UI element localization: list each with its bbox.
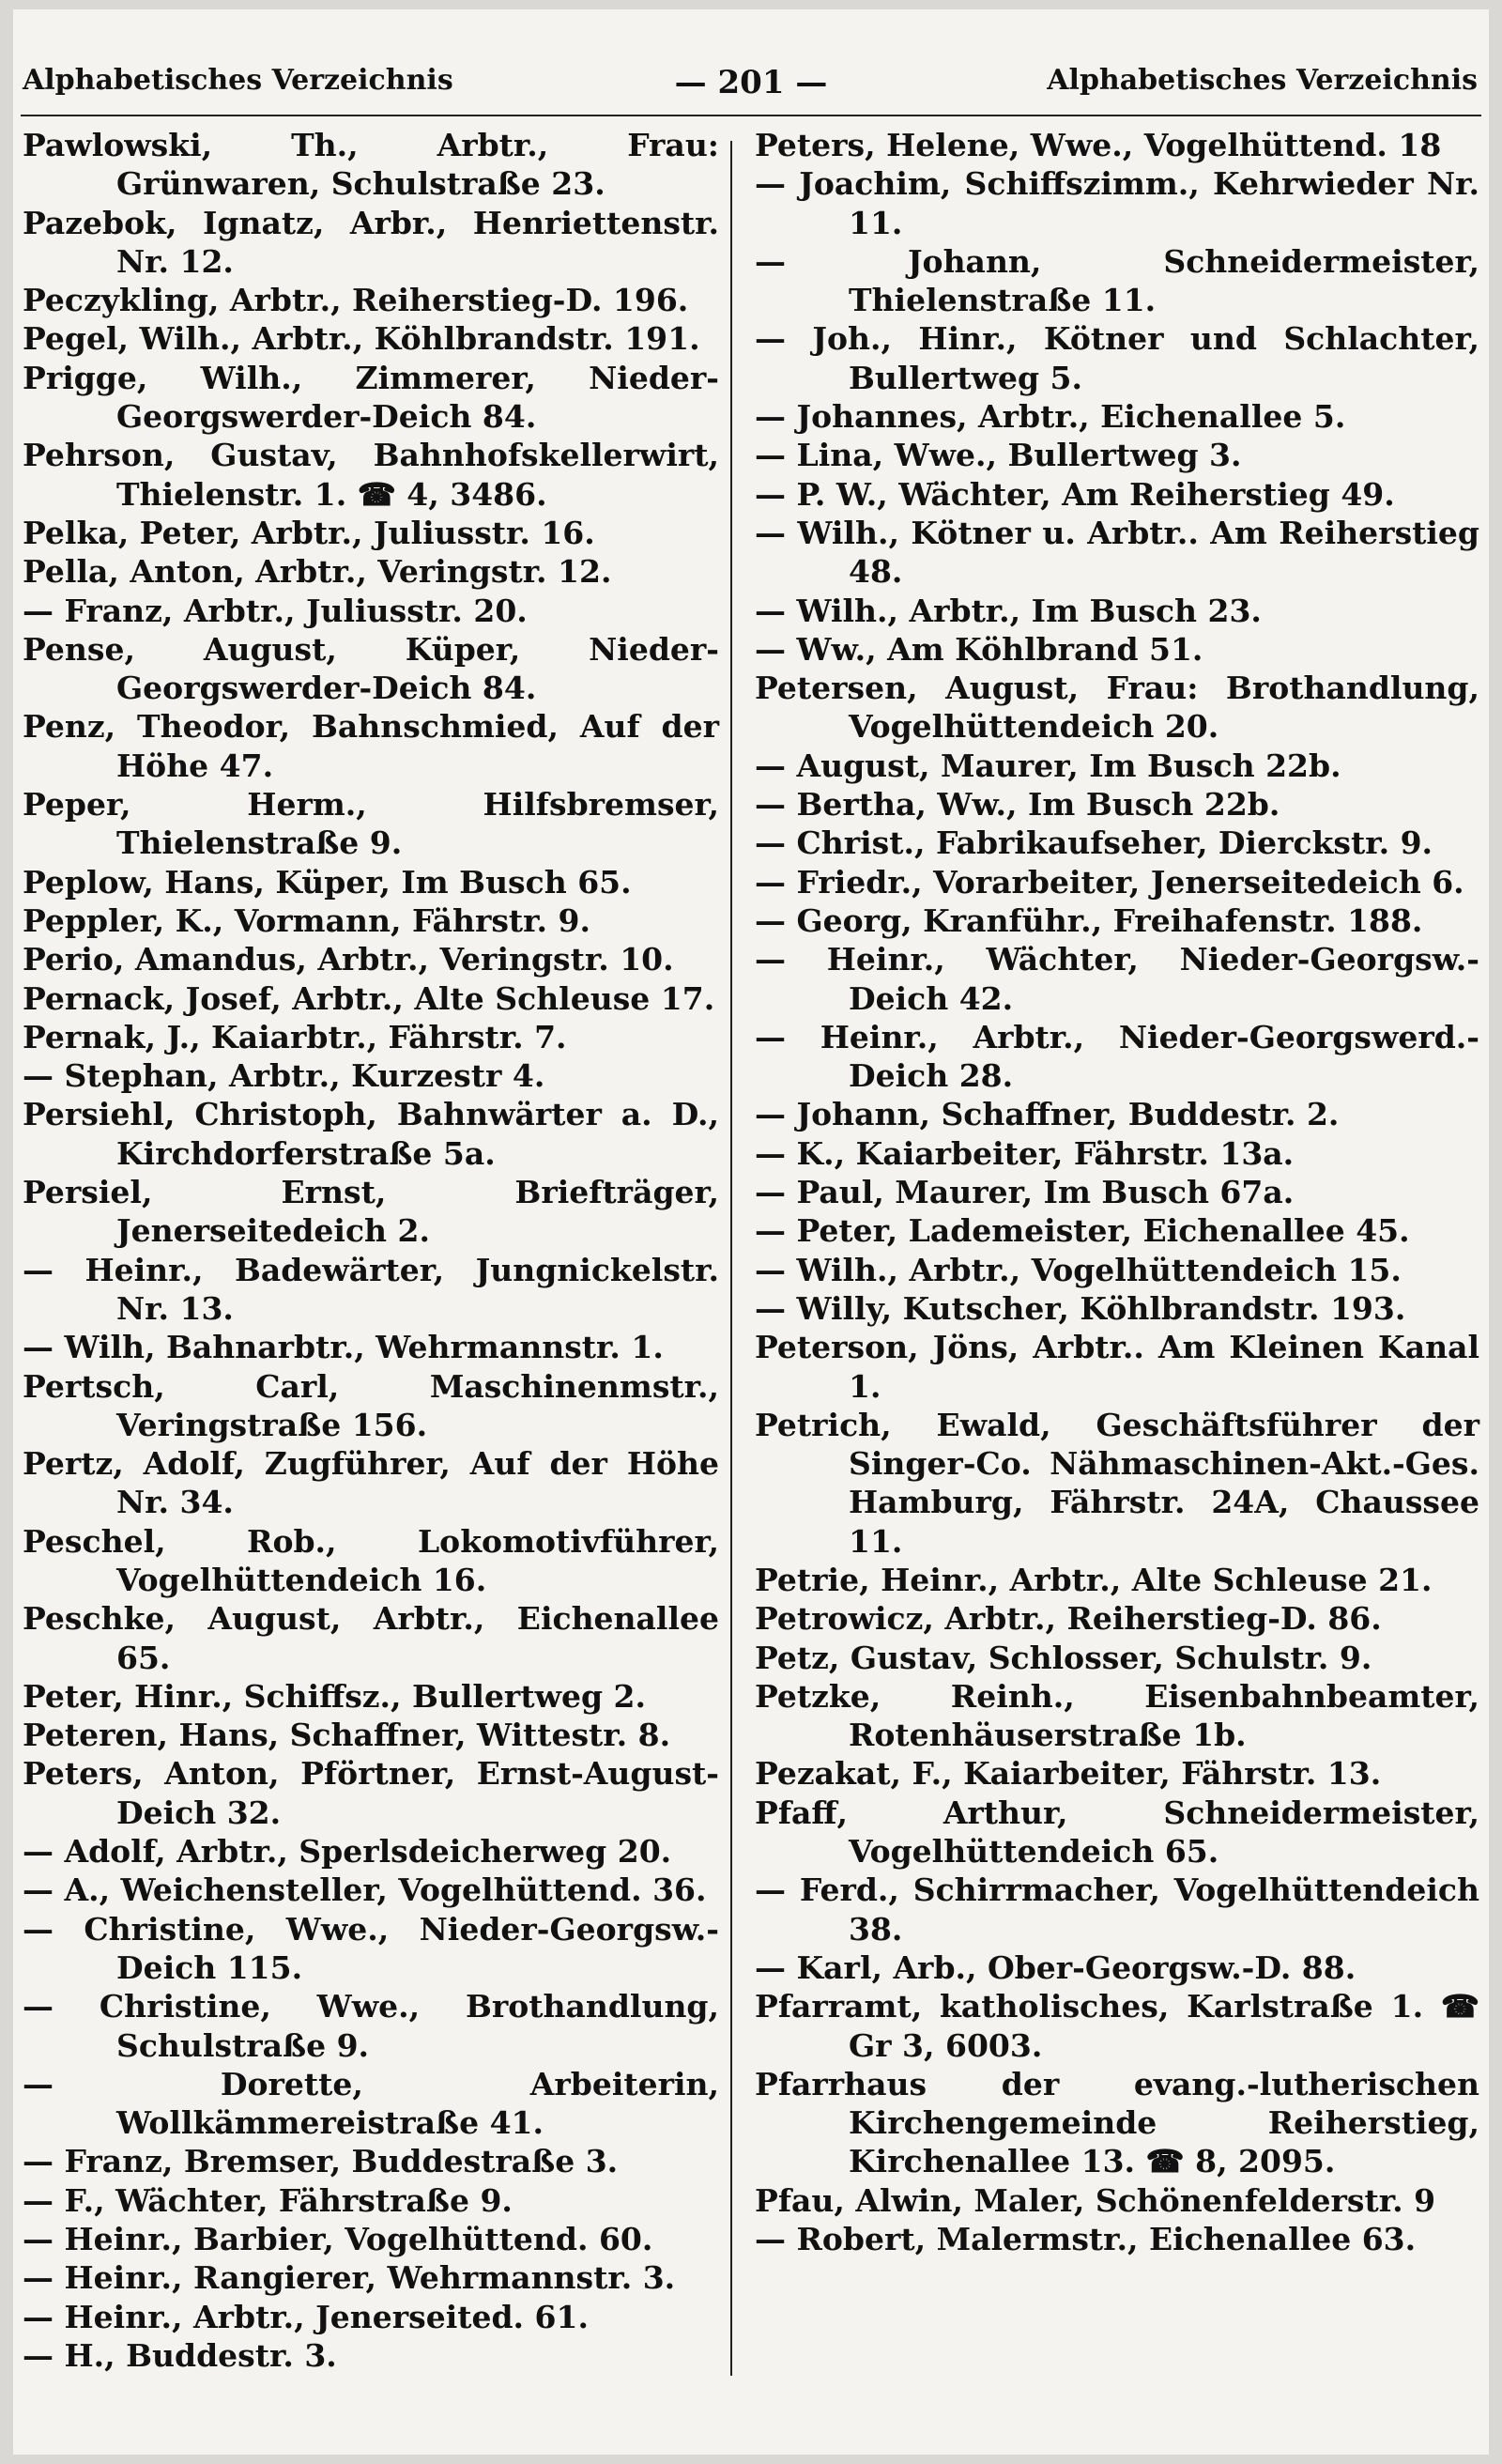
list-item: — Georg, Kranführ., Freihafenstr. 188.	[755, 901, 1423, 939]
list-item: — Heinr., Barbier, Vogelhüttend. 60.	[23, 2221, 653, 2258]
list-item: Perio, Amandus, Arbtr., Veringstr. 10.	[23, 941, 674, 978]
list-item: — Heinr., Arbtr., Nieder-Georgswerd.-Deich 28.	[755, 1018, 1479, 1095]
list-item: — Franz, Arbtr., Juliusstr. 20.	[23, 592, 528, 629]
list-item: Peschke, August, Arbtr., Eichenallee 65.	[23, 1600, 719, 1676]
list-item: Pfau, Alwin, Maler, Schönenfelderstr. 9	[755, 2181, 1436, 2219]
list-item: — Ww., Am Köhlbrand 51.	[755, 630, 1203, 668]
list-item: — Paul, Maurer, Im Busch 67a.	[755, 1174, 1295, 1211]
list-item: Peczykling, Arbtr., Reiherstieg-D. 196.	[23, 282, 689, 319]
list-item: — Joh., Hinr., Kötner und Schlachter, Bullertweg 5.	[755, 320, 1479, 396]
list-item: — Dorette, Arbeiterin, Wollkämmereistraße 41.	[23, 2065, 719, 2142]
page-number: — 201 —	[674, 64, 828, 101]
list-item: Petrowicz, Arbtr., Reiherstieg-D. 86.	[755, 1600, 1382, 1638]
list-item: Peschel, Rob., Lokomotivführer, Vogelhüttendeich 16.	[23, 1522, 719, 1598]
list-item: Pertz, Adolf, Zugführer, Auf der Höhe Nr. 34.	[23, 1445, 719, 1521]
list-item: — P. W., Wächter, Am Reiherstieg 49.	[755, 475, 1395, 513]
list-item: — Johannes, Arbtr., Eichenallee 5.	[755, 398, 1346, 436]
list-item: Peter, Hinr., Schiffsz., Bullertweg 2.	[23, 1677, 646, 1715]
list-item: Petzke, Reinh., Eisenbahnbeamter, Rotenhäuserstraße 1b.	[755, 1677, 1479, 1754]
list-item: Petersen, August, Frau: Brothandlung, Vogelhüttendeich 20.	[755, 670, 1479, 746]
page-header	[13, 64, 1489, 120]
list-item: Peters, Anton, Pförtner, Ernst-August-Deich 32.	[23, 1755, 719, 1831]
list-item: — Adolf, Arbtr., Sperlsdeicherweg 20.	[23, 1833, 672, 1871]
list-item: Pawlowski, Th., Arbtr., Frau: Grünwaren, Schulstraße 23.	[23, 127, 719, 203]
list-item: Petz, Gustav, Schlosser, Schulstr. 9.	[755, 1639, 1372, 1676]
list-item: Petrich, Ewald, Geschäftsführer der Singer-Co. Nähmaschinen-Akt.-Ges. Hamburg, Fährstr. 24A, Chaussee 11.	[755, 1406, 1479, 1560]
list-item: — Heinr., Rangierer, Wehrmannstr. 3.	[23, 2259, 676, 2297]
list-item: Peplow, Hans, Küper, Im Busch 65.	[23, 863, 632, 901]
list-item: Pfaff, Arthur, Schneidermeister, Vogelhüttendeich 65.	[755, 1794, 1479, 1871]
list-item: — Wilh., Kötner u. Arbtr.. Am Reiherstieg 48.	[755, 514, 1479, 591]
list-item: — H., Buddestr. 3.	[23, 2336, 337, 2374]
list-item: Petrie, Heinr., Arbtr., Alte Schleuse 21.	[755, 1561, 1433, 1598]
list-item: — F., Wächter, Fährstraße 9.	[23, 2181, 513, 2219]
list-item: — Stephan, Arbtr., Kurzestr 4.	[23, 1057, 545, 1095]
list-item: Persiel, Ernst, Briefträger, Jenerseitedeich 2.	[23, 1174, 719, 1250]
list-item: — A., Weichensteller, Vogelhüttend. 36.	[23, 1871, 707, 1909]
list-item: — Wilh., Arbtr., Vogelhüttendeich 15.	[755, 1251, 1402, 1288]
list-item: — Johann, Schaffner, Buddestr. 2.	[755, 1096, 1340, 1133]
list-item: — Christine, Wwe., Brothandlung, Schulstraße 9.	[23, 1988, 719, 2064]
list-item: Pelka, Peter, Arbtr., Juliusstr. 16.	[23, 514, 595, 551]
list-item: — Ferd., Schirrmacher, Vogelhüttendeich 38.	[755, 1871, 1479, 1948]
list-item: — Joachim, Schiffszimm., Kehrwieder Nr. 11.	[755, 165, 1479, 241]
list-item: — K., Kaiarbeiter, Fährstr. 13a.	[755, 1134, 1295, 1172]
column-divider	[730, 141, 732, 2376]
list-item: — Christine, Wwe., Nieder-Georgsw.-Deich 115.	[23, 1910, 719, 1986]
list-item: — Christ., Fabrikaufseher, Dierckstr. 9.	[755, 824, 1433, 862]
header-right-title: Alphabetisches Verzeichnis	[1047, 64, 1478, 97]
list-item: Pernak, J., Kaiarbtr., Fährstr. 7.	[23, 1018, 567, 1055]
list-item: Pense, August, Küper, Nieder-Georgswerder-Deich 84.	[23, 630, 719, 707]
list-item: — Heinr., Wächter, Nieder-Georgsw.-Deich 42.	[755, 941, 1479, 1017]
header-left-title: Alphabetisches Verzeichnis	[23, 64, 453, 97]
list-item: Pegel, Wilh., Arbtr., Köhlbrandstr. 191.	[23, 320, 700, 358]
list-item: Prigge, Wilh., Zimmerer, Nieder-Georgswerder-Deich 84.	[23, 359, 719, 436]
list-item: Pezakat, F., Kaiarbeiter, Fährstr. 13.	[755, 1755, 1382, 1793]
header-rule	[21, 115, 1481, 116]
list-item: — Johann, Schneidermeister, Thielenstraße 11.	[755, 242, 1479, 319]
list-item: — Wilh., Arbtr., Im Busch 23.	[755, 592, 1262, 629]
list-item: Peper, Herm., Hilfsbremser, Thielenstraße 9.	[23, 786, 719, 862]
list-item: — Heinr., Badewärter, Jungnickelstr. Nr. 13.	[23, 1251, 719, 1327]
list-item: — Karl, Arb., Ober-Georgsw.-D. 88.	[755, 1948, 1356, 1986]
list-item: Pazebok, Ignatz, Arbr., Henriettenstr. Nr. 12.	[23, 204, 719, 280]
list-item: Peteren, Hans, Schaffner, Wittestr. 8.	[23, 1717, 671, 1754]
list-item: — Lina, Wwe., Bullertweg 3.	[755, 437, 1242, 474]
list-item: — Heinr., Arbtr., Jenerseited. 61.	[23, 2298, 589, 2335]
list-item: — Bertha, Ww., Im Busch 22b.	[755, 786, 1280, 824]
directory-page	[13, 9, 1489, 2455]
list-item: Pehrson, Gustav, Bahnhofskellerwirt, Thielenstr. 1. ☎ 4, 3486.	[23, 437, 719, 513]
list-item: — Peter, Lademeister, Eichenallee 45.	[755, 1212, 1410, 1250]
list-item: Peters, Helene, Wwe., Vogelhüttend. 18	[755, 127, 1442, 163]
list-item: — Willy, Kutscher, Köhlbrandstr. 193.	[755, 1289, 1406, 1327]
list-item: Penz, Theodor, Bahnschmied, Auf der Höhe 47.	[23, 708, 719, 784]
list-item: — August, Maurer, Im Busch 22b.	[755, 747, 1341, 784]
list-item: — Franz, Bremser, Buddestraße 3.	[23, 2143, 619, 2180]
list-item: Persiehl, Christoph, Bahnwärter a. D., Kirchdorferstraße 5a.	[23, 1096, 719, 1172]
list-item: Pertsch, Carl, Maschinenmstr., Veringstraße 156.	[23, 1367, 719, 1443]
left-column	[23, 126, 719, 2375]
list-item: Peterson, Jöns, Arbtr.. Am Kleinen Kanal 1.	[755, 1329, 1479, 1405]
list-item: Peppler, K., Vormann, Fährstr. 9.	[23, 901, 590, 939]
list-item: — Wilh, Bahnarbtr., Wehrmannstr. 1.	[23, 1329, 664, 1366]
list-item: — Friedr., Vorarbeiter, Jenerseitedeich 6.	[755, 863, 1464, 901]
right-column	[755, 126, 1479, 2258]
list-item: — Robert, Malermstr., Eichenallee 63.	[755, 2221, 1417, 2258]
list-item: Pernack, Josef, Arbtr., Alte Schleuse 17.	[23, 979, 715, 1017]
list-item: Pfarrhaus der evang.-lutherischen Kirchengemeinde Reiherstieg, Kirchenallee 13. ☎ 8, 2095.	[755, 2065, 1479, 2180]
list-item: Pella, Anton, Arbtr., Veringstr. 12.	[23, 553, 612, 591]
list-item: Pfarramt, katholisches, Karlstraße 1. ☎ Gr 3, 6003.	[755, 1988, 1479, 2064]
